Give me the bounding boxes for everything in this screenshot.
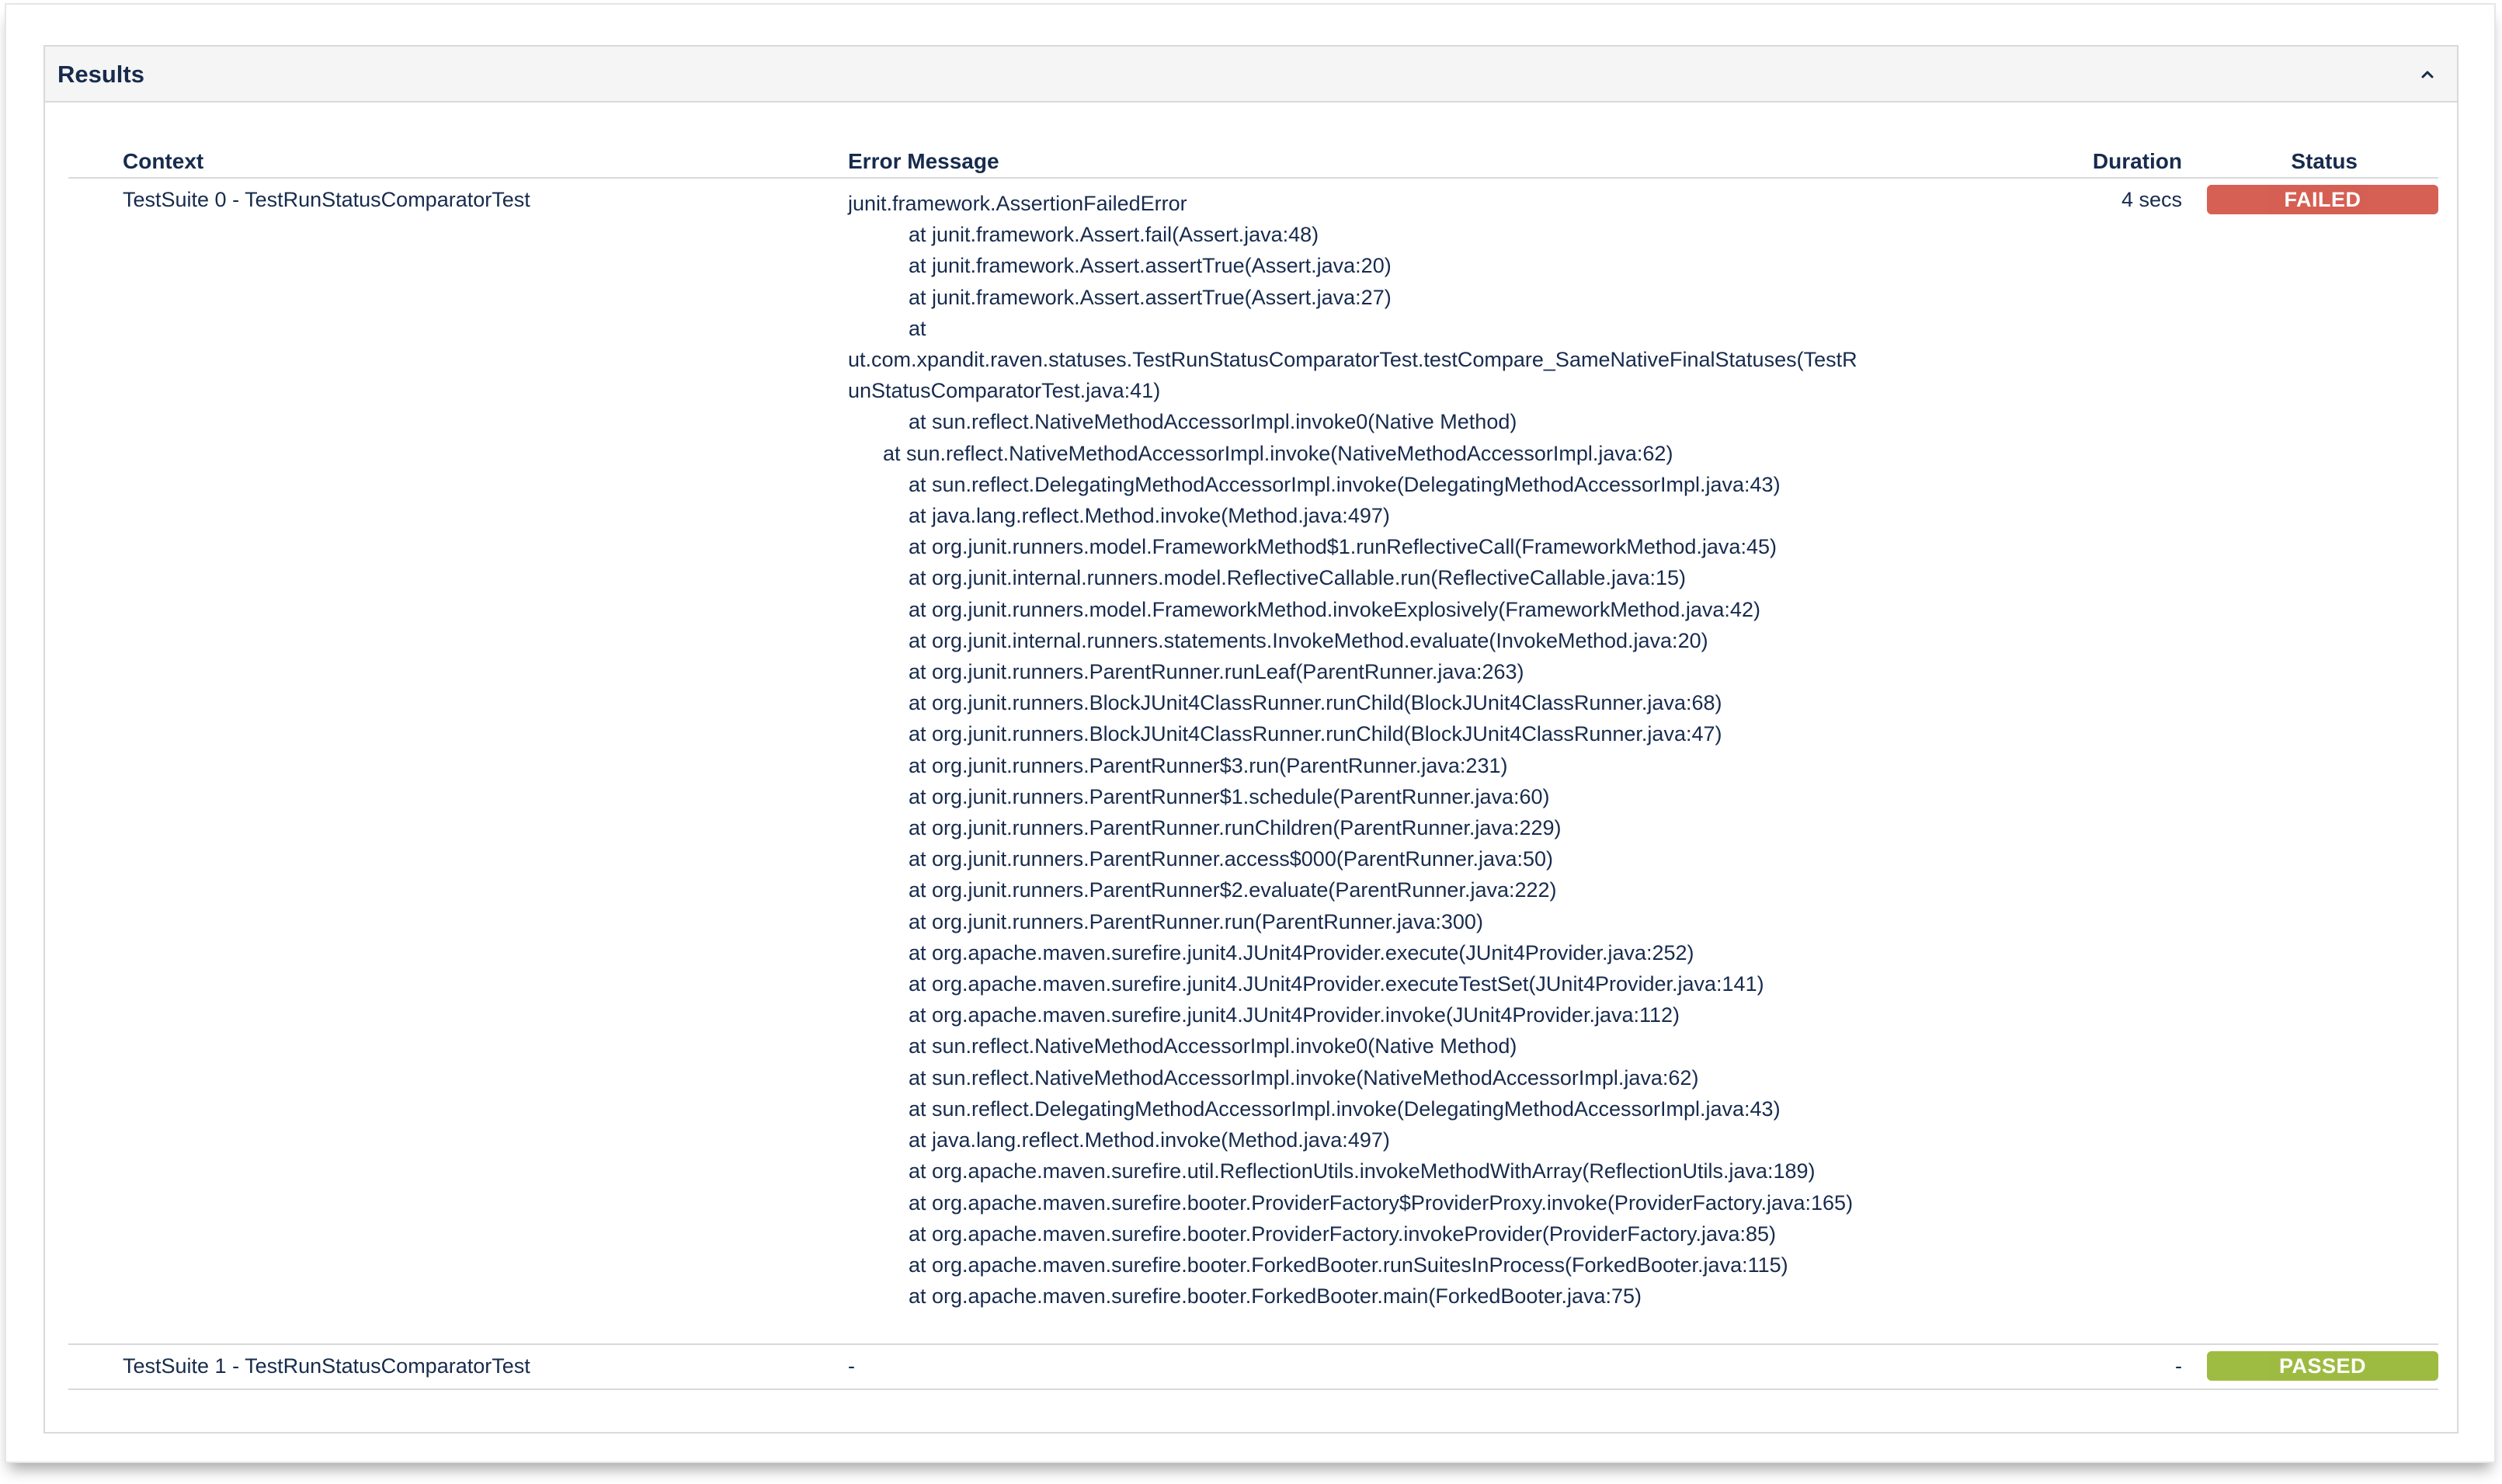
- duration-cell: 4 secs: [2121, 188, 2182, 211]
- stack-trace-line: at java.lang.reflect.Method.invoke(Method.java:497): [909, 504, 1390, 528]
- stack-trace-line: at sun.reflect.NativeMethodAccessorImpl.invoke(NativeMethodAccessorImpl.java:62): [883, 441, 1673, 465]
- status-badge: PASSED: [2207, 1351, 2438, 1381]
- stack-trace-line: at org.junit.runners.ParentRunner$2.evaluate(ParentRunner.java:222): [909, 878, 1557, 902]
- stack-trace-line: at sun.reflect.DelegatingMethodAccessorImpl.invoke(DelegatingMethodAccessorImpl.java:43): [909, 1096, 1781, 1121]
- stack-trace-line: junit.framework.AssertionFailedError: [848, 192, 1187, 215]
- stack-trace-line: at org.apache.maven.surefire.util.ReflectionUtils.invokeMethodWithArray(ReflectionUtils.java:189): [909, 1159, 1816, 1183]
- stack-trace-line: at junit.framework.Assert.fail(Assert.java:48): [909, 223, 1319, 247]
- stack-trace-line: at org.apache.maven.surefire.junit4.JUnit4Provider.invoke(JUnit4Provider.java:112): [909, 1003, 1680, 1027]
- stack-trace-line: at org.apache.maven.surefire.booter.ForkedBooter.runSuitesInProcess(ForkedBooter.java:115): [909, 1253, 1788, 1277]
- status-cell: [2207, 185, 2438, 214]
- stack-trace-line: at java.lang.reflect.Method.invoke(Method.java:497): [909, 1128, 1390, 1152]
- stack-trace-line: at sun.reflect.DelegatingMethodAccessorImpl.invoke(DelegatingMethodAccessorImpl.java:43): [909, 472, 1781, 496]
- table-row: [68, 1345, 2438, 1390]
- stack-trace-line: at org.apache.maven.surefire.junit4.JUnit4Provider.executeTestSet(JUnit4Provider.java:141): [909, 972, 1764, 996]
- table-row: [68, 179, 2438, 1345]
- stack-trace-line: at junit.framework.Assert.assertTrue(Assert.java:27): [909, 285, 1392, 309]
- column-header-duration[interactable]: Duration: [2092, 149, 2182, 173]
- stack-trace-line: at org.junit.runners.ParentRunner.runChildren(ParentRunner.java:229): [909, 816, 1562, 840]
- stack-trace-line: at sun.reflect.NativeMethodAccessorImpl.invoke0(Native Method): [909, 1034, 1517, 1058]
- stack-trace-line: at org.junit.runners.ParentRunner.access$000(ParentRunner.java:50): [909, 847, 1553, 871]
- stack-trace-line: at org.junit.runners.ParentRunner.run(ParentRunner.java:300): [909, 909, 1483, 933]
- stack-trace-line: at org.junit.runners.ParentRunner.runLeaf(ParentRunner.java:263): [909, 660, 1524, 684]
- stack-trace-line: at: [909, 316, 926, 340]
- stack-trace-line: at org.apache.maven.surefire.booter.ProviderFactory.invokeProvider(ProviderFactory.java:85): [909, 1222, 1777, 1246]
- stack-trace-line: at org.apache.maven.surefire.junit4.JUnit4Provider.execute(JUnit4Provider.java:252): [909, 940, 1694, 964]
- stack-trace-line: at org.junit.runners.BlockJUnit4ClassRunner.runChild(BlockJUnit4ClassRunner.java:68): [909, 691, 1722, 715]
- stack-trace-line: at org.junit.runners.BlockJUnit4ClassRunner.runChild(BlockJUnit4ClassRunner.java:47): [909, 722, 1722, 746]
- stack-trace-line: at org.apache.maven.surefire.booter.ForkedBooter.main(ForkedBooter.java:75): [909, 1284, 1642, 1308]
- stack-trace-line: at sun.reflect.NativeMethodAccessorImpl.invoke0(Native Method): [909, 410, 1517, 434]
- results-panel-header[interactable]: [45, 47, 2457, 103]
- status-cell: [2207, 1351, 2438, 1381]
- results-panel: [43, 45, 2459, 1434]
- panel-title: Results: [57, 61, 144, 88]
- stack-trace-line: at org.junit.runners.ParentRunner$3.run(ParentRunner.java:231): [909, 753, 1508, 777]
- column-header-status[interactable]: Status: [2291, 149, 2358, 173]
- context-cell: TestSuite 0 - TestRunStatusComparatorTest: [123, 188, 530, 211]
- error-message-cell: -: [848, 1354, 855, 1378]
- stack-trace-line: at org.apache.maven.surefire.booter.ProviderFactory$ProviderProxy.invoke(ProviderFactory.java:165): [909, 1190, 1854, 1215]
- status-badge: FAILED: [2207, 185, 2438, 214]
- stack-trace-line: at org.junit.runners.ParentRunner$1.schedule(ParentRunner.java:60): [909, 784, 1550, 808]
- stack-trace-line: at org.junit.runners.model.FrameworkMethod.invokeExplosively(FrameworkMethod.java:42): [909, 597, 1760, 621]
- error-message-cell: [848, 188, 1857, 1312]
- stack-trace-line: unStatusComparatorTest.java:41): [848, 379, 1161, 403]
- stack-trace-line: at junit.framework.Assert.assertTrue(Assert.java:20): [909, 254, 1392, 278]
- stack-trace-line: ut.com.xpandit.raven.statuses.TestRunStatusComparatorTest.testCompare_SameNativeFinalStatuses(TestR: [848, 348, 1857, 372]
- column-header-context[interactable]: Context: [123, 149, 204, 173]
- table-header-row: [68, 140, 2438, 179]
- context-cell: TestSuite 1 - TestRunStatusComparatorTest: [123, 1354, 530, 1378]
- stack-trace-line: at org.junit.internal.runners.model.ReflectiveCallable.run(ReflectiveCallable.java:15): [909, 566, 1687, 590]
- stack-trace-line: at org.junit.runners.model.FrameworkMethod$1.runReflectiveCall(FrameworkMethod.java:45): [909, 535, 1777, 559]
- results-table: [68, 140, 2438, 1390]
- column-header-error-message[interactable]: Error Message: [848, 149, 999, 173]
- screenshot-frame: [5, 3, 2496, 1463]
- chevron-up-icon[interactable]: [2418, 65, 2437, 84]
- stack-trace-line: at sun.reflect.NativeMethodAccessorImpl.invoke(NativeMethodAccessorImpl.java:62): [909, 1065, 1699, 1090]
- stack-trace-line: at org.junit.internal.runners.statements.InvokeMethod.evaluate(InvokeMethod.java:20): [909, 628, 1708, 652]
- duration-cell: -: [2175, 1354, 2182, 1378]
